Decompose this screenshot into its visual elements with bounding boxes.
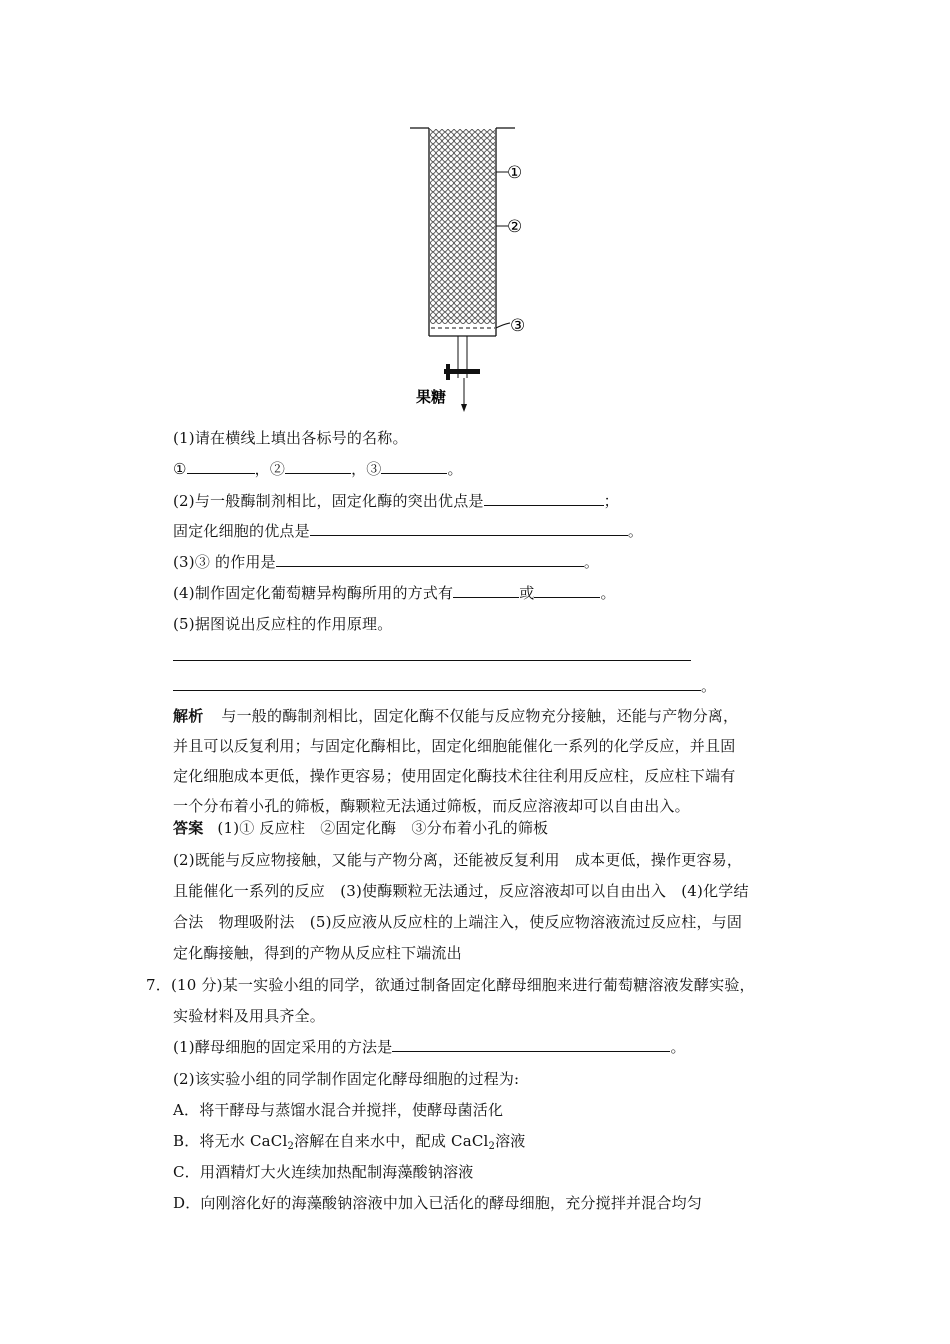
q7-number: 7． (146, 976, 171, 994)
q6-part1: (1)请在横线上填出各标号的名称。 (173, 429, 408, 447)
answer-blank-1[interactable] (187, 459, 255, 474)
q7-stem-line-1: 7．(10 分)某一实验小组的同学，欲通过制备固定化酵母细胞来进行葡萄糖溶液发酵实验， (146, 976, 755, 994)
label-2: ② (507, 217, 523, 237)
answer-line-3: 且能催化一系列的反应 (3)使酶颗粒无法通过，反应溶液却可以自由出入 (4)化学结 (173, 882, 749, 900)
answer-blank-2[interactable] (285, 459, 351, 474)
q7-part1: (1)酵母细胞的固定采用的方法是 。 (173, 1038, 686, 1056)
q6-part5-line2: 。 (173, 676, 716, 696)
valve-handle (446, 364, 450, 380)
blank-label-1: ① (173, 460, 187, 478)
answer-blank-method-1[interactable] (453, 583, 519, 598)
outflow-arrow-head (461, 404, 467, 412)
label-1: ① (507, 163, 523, 183)
answer-line-1: 答案 (1)① 反应柱 ②固定化酶 ③分布着小孔的筛板 (173, 819, 549, 837)
q6-part5: (5)据图说出反应柱的作用原理。 (173, 615, 393, 633)
q6-part2a: (2)与一般酶制剂相比，固定化酶的突出优点是 ； (173, 492, 619, 510)
answer-line-4: 合法 物理吸附法 (5)反应液从反应柱的上端注入，使反应物溶液流过反应柱，与固 (173, 913, 743, 931)
answer-line-2: (2)既能与反应物接触，又能与产物分离，还能被反复利用 成本更低，操作更容易， (173, 851, 743, 869)
answer-blank-cell-advantage[interactable] (310, 521, 628, 536)
reaction-column-figure (400, 120, 550, 415)
q7-part2: (2)该实验小组的同学制作固定化酵母细胞的过程为: (173, 1070, 520, 1088)
analysis-line-3: 定化细胞成本更低，操作更容易；使用固定化酶技术往往利用反应柱，反应柱下端有 (173, 767, 736, 785)
enzyme-beads (430, 129, 495, 324)
answer-line-5: 定化酶接触，得到的产物从反应柱下端流出 (173, 944, 462, 962)
answer-blank-3[interactable] (381, 459, 447, 474)
reaction-column-diagram (400, 120, 550, 415)
answer-blank-principle-2[interactable] (173, 676, 701, 691)
q7-option-b: B．将无水 CaCl$_2$溶解在自来水中，配成 CaCl$_2$溶液 (173, 1132, 526, 1152)
answer-blank-fixation-method[interactable] (392, 1037, 670, 1052)
q7-option-c: C．用酒精灯大火连续加热配制海藻酸钠溶液 (173, 1163, 474, 1181)
q6-part2b: 固定化细胞的优点是 。 (173, 522, 644, 540)
q7-stem-line-2: 实验材料及用具齐全。 (173, 1007, 326, 1025)
q6-part1-blanks: ① ，② ，③ 。 (173, 460, 463, 478)
blank-label-3: ，③ (351, 460, 382, 478)
q6-part5-line1 (173, 646, 691, 666)
analysis-line-2: 并且可以反复利用；与固定化酶相比，固定化细胞能催化一系列的化学反应，并且固 (173, 737, 736, 755)
analysis-label: 解析 (173, 707, 204, 725)
answer-blank-function-3[interactable] (276, 552, 584, 567)
answer-blank-principle-1[interactable] (173, 646, 691, 661)
answer-label: 答案 (173, 819, 204, 837)
fructose-label: 果糖 (416, 388, 447, 406)
analysis-line-1: 解析 与一般的酶制剂相比，固定化酶不仅能与反应物充分接触，还能与产物分离， (173, 707, 739, 725)
q7-option-a: A．将干酵母与蒸馏水混合并搅拌，使酵母菌活化 (173, 1101, 504, 1119)
q6-part3: (3)③ 的作用是 。 (173, 553, 600, 571)
q7-option-d: D．向刚溶化好的海藻酸钠溶液中加入已活化的酵母细胞，充分搅拌并混合均匀 (173, 1194, 703, 1212)
q6-part4: (4)制作固定化葡萄糖异构酶所用的方式有 或 。 (173, 584, 616, 602)
blank-label-2: ，② (254, 460, 286, 478)
label-3: ③ (510, 316, 526, 336)
answer-blank-enzyme-advantage[interactable] (484, 491, 604, 506)
answer-blank-method-2[interactable] (534, 583, 600, 598)
analysis-line-4: 一个分布着小孔的筛板，酶颗粒无法通过筛板，而反应溶液却可以自由出入。 (173, 797, 690, 815)
